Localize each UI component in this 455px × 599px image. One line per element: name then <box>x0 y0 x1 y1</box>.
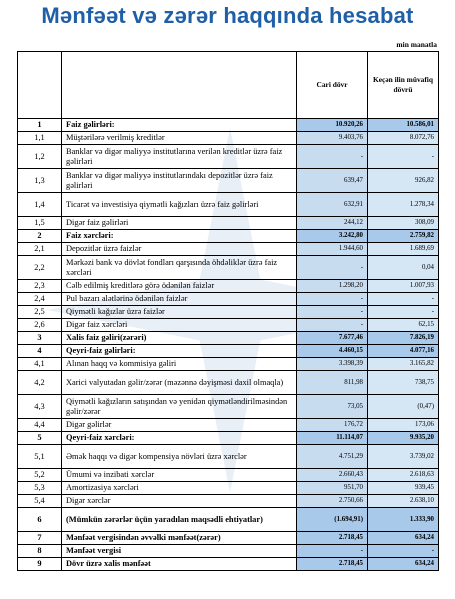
row-label: Qiymətli kağızlar üzrə faizlər <box>62 306 297 319</box>
header-previous-period: Keçən ilin müvafiq dövrü <box>368 52 439 119</box>
table-row <box>18 371 439 395</box>
row-label: Depozitlər üzrə faizlər <box>62 243 297 256</box>
row-previous-value: 2.759,82 <box>368 230 439 243</box>
row-label: Cəlb edilmiş kreditlərə görə ödənilən faizlər <box>62 280 297 293</box>
row-previous-value: (0,47) <box>368 395 439 419</box>
row-current-value: 4.460,15 <box>297 345 368 358</box>
row-number: 2,1 <box>18 243 62 256</box>
row-label: Mərkəzi bank və dövlət fondları qarşısında öhdəliklər üzrə faiz xərcləri <box>62 256 297 280</box>
row-current-value: (1.694,91) <box>297 508 368 532</box>
row-number: 2,5 <box>18 306 62 319</box>
row-previous-value: 1.689,69 <box>368 243 439 256</box>
row-previous-value: 1.278,34 <box>368 193 439 217</box>
row-previous-value: 8.072,76 <box>368 132 439 145</box>
row-previous-value: 9.935,20 <box>368 432 439 445</box>
row-previous-value: - <box>368 545 439 558</box>
row-number: 5 <box>18 432 62 445</box>
table-row <box>18 332 439 345</box>
table-row <box>18 469 439 482</box>
row-label: Ümumi və inzibati xərclər <box>62 469 297 482</box>
row-label: Qiymətli kağızların satışından və yenidən qiymətləndirilməsindən gəlir/zərər <box>62 395 297 419</box>
row-label: Digər xərclər <box>62 495 297 508</box>
table-row <box>18 193 439 217</box>
table-row <box>18 132 439 145</box>
table-row <box>18 217 439 230</box>
row-previous-value: 634,24 <box>368 558 439 571</box>
row-current-value: 11.114,07 <box>297 432 368 445</box>
row-previous-value: - <box>368 293 439 306</box>
row-previous-value: 1.333,90 <box>368 508 439 532</box>
row-current-value: 811,98 <box>297 371 368 395</box>
row-previous-value: - <box>368 306 439 319</box>
row-previous-value: 939,45 <box>368 482 439 495</box>
row-label: Mənfəət vergisi <box>62 545 297 558</box>
row-label: Digər gəlirlər <box>62 419 297 432</box>
row-number: 6 <box>18 508 62 532</box>
row-label: Banklar və digər maliyyə institutlarına verilən kreditlər üzrə faiz gəlirləri <box>62 145 297 169</box>
row-current-value: 632,91 <box>297 193 368 217</box>
row-number: 4,1 <box>18 358 62 371</box>
row-previous-value: 3.739,02 <box>368 445 439 469</box>
row-number: 2,2 <box>18 256 62 280</box>
row-label: Mənfəət vergisindən əvvəlki mənfəət(zərər) <box>62 532 297 545</box>
row-previous-value: 3.165,82 <box>368 358 439 371</box>
row-label: Qeyri-faiz gəlirləri: <box>62 345 297 358</box>
row-previous-value: 7.826,19 <box>368 332 439 345</box>
row-current-value: 176,72 <box>297 419 368 432</box>
row-current-value: - <box>297 145 368 169</box>
row-current-value: 9.403,76 <box>297 132 368 145</box>
row-previous-value: 0,04 <box>368 256 439 280</box>
row-current-value: - <box>297 306 368 319</box>
row-previous-value: 4.077,16 <box>368 345 439 358</box>
report-title: Mənfəət və zərər haqqında hesabat <box>41 3 414 28</box>
row-number: 4,3 <box>18 395 62 419</box>
row-previous-value: 634,24 <box>368 532 439 545</box>
table-row <box>18 306 439 319</box>
income-statement-table <box>17 51 439 571</box>
row-current-value: 4.751,29 <box>297 445 368 469</box>
row-label: Ticarət və investisiya qiymətli kağızları üzrə faiz gəlirləri <box>62 193 297 217</box>
row-previous-value: 1.007,93 <box>368 280 439 293</box>
row-current-value: 10.920,26 <box>297 119 368 132</box>
table-row <box>18 532 439 545</box>
row-current-value: 3.242,80 <box>297 230 368 243</box>
row-current-value: 639,47 <box>297 169 368 193</box>
row-previous-value: 2.618,63 <box>368 469 439 482</box>
row-label: Xalis faiz gəliri(zərəri) <box>62 332 297 345</box>
row-number: 2,6 <box>18 319 62 332</box>
row-previous-value: 173,06 <box>368 419 439 432</box>
row-current-value: 2.718,45 <box>297 532 368 545</box>
row-previous-value: 62,15 <box>368 319 439 332</box>
row-current-value: 2.750,66 <box>297 495 368 508</box>
row-label: Digər faiz gəlirləri <box>62 217 297 230</box>
row-number: 1,4 <box>18 193 62 217</box>
table-row <box>18 345 439 358</box>
row-current-value: 2.660,43 <box>297 469 368 482</box>
row-number: 1,5 <box>18 217 62 230</box>
table-header-row <box>18 52 439 119</box>
row-number: 1,3 <box>18 169 62 193</box>
row-number: 7 <box>18 532 62 545</box>
table-row <box>18 432 439 445</box>
row-label: Müştərilərə verilmiş kreditlər <box>62 132 297 145</box>
row-number: 1,2 <box>18 145 62 169</box>
row-number: 2,4 <box>18 293 62 306</box>
row-previous-value: 308,09 <box>368 217 439 230</box>
row-previous-value: 2.638,10 <box>368 495 439 508</box>
row-label: Əmək haqqı və digər kompensiya növləri üzrə xərclər <box>62 445 297 469</box>
row-current-value: - <box>297 319 368 332</box>
table-row <box>18 482 439 495</box>
table-row <box>18 280 439 293</box>
row-label: Xarici valyutadan gəlir/zərər (məzənnə dəyişməsi daxil olmaqla) <box>62 371 297 395</box>
row-label: Faiz gəlirləri: <box>62 119 297 132</box>
row-label: Faiz xərcləri: <box>62 230 297 243</box>
row-label: Alınan haqq və kommisiya gəliri <box>62 358 297 371</box>
table-row <box>18 419 439 432</box>
header-label-cell <box>62 52 297 119</box>
row-label: Dövr üzrə xalis mənfəət <box>62 558 297 571</box>
row-number: 5,2 <box>18 469 62 482</box>
row-number: 8 <box>18 545 62 558</box>
row-number: 2 <box>18 230 62 243</box>
row-number: 5,3 <box>18 482 62 495</box>
table-row <box>18 508 439 532</box>
table-row <box>18 243 439 256</box>
table-row <box>18 395 439 419</box>
row-current-value: 1.298,20 <box>297 280 368 293</box>
row-number: 5,1 <box>18 445 62 469</box>
header-current-period: Cari dövr <box>297 52 368 119</box>
row-current-value: - <box>297 256 368 280</box>
table-row <box>18 119 439 132</box>
table-row <box>18 545 439 558</box>
row-current-value: 3.398,39 <box>297 358 368 371</box>
table-row <box>18 358 439 371</box>
table-row <box>18 495 439 508</box>
row-label: Digər faiz xərcləri <box>62 319 297 332</box>
table-row <box>18 558 439 571</box>
row-number: 4 <box>18 345 62 358</box>
table-row <box>18 169 439 193</box>
row-current-value: 73,05 <box>297 395 368 419</box>
row-label: (Mümkün zərərlər üçün yaradılan maqsədli ehtiyatlar) <box>62 508 297 532</box>
table-row <box>18 319 439 332</box>
row-number: 5,4 <box>18 495 62 508</box>
row-number: 4,2 <box>18 371 62 395</box>
row-label: Amortizasiya xərcləri <box>62 482 297 495</box>
row-label: Pul bazarı alətlərinə ödənilən faizlər <box>62 293 297 306</box>
row-current-value: 244,12 <box>297 217 368 230</box>
row-number: 3 <box>18 332 62 345</box>
row-current-value: - <box>297 545 368 558</box>
row-number: 1 <box>18 119 62 132</box>
row-previous-value: 10.586,01 <box>368 119 439 132</box>
row-current-value: 7.677,46 <box>297 332 368 345</box>
row-number: 4,4 <box>18 419 62 432</box>
row-number: 1,1 <box>18 132 62 145</box>
table-row <box>18 145 439 169</box>
row-label: Qeyri-faiz xərcləri: <box>62 432 297 445</box>
row-previous-value: 738,75 <box>368 371 439 395</box>
row-current-value: 1.944,60 <box>297 243 368 256</box>
header-num-cell <box>18 52 62 119</box>
table-row <box>18 293 439 306</box>
table-row <box>18 445 439 469</box>
table-row <box>18 230 439 243</box>
row-number: 2,3 <box>18 280 62 293</box>
table-row <box>18 256 439 280</box>
unit-label: min manatla <box>396 40 437 49</box>
row-number: 9 <box>18 558 62 571</box>
row-current-value: 951,70 <box>297 482 368 495</box>
row-previous-value: - <box>368 145 439 169</box>
row-current-value: 2.718,45 <box>297 558 368 571</box>
row-previous-value: 926,82 <box>368 169 439 193</box>
row-label: Banklar və digər maliyyə institutlarındakı depozitlər üzrə faiz gəlirləri <box>62 169 297 193</box>
row-current-value: - <box>297 293 368 306</box>
